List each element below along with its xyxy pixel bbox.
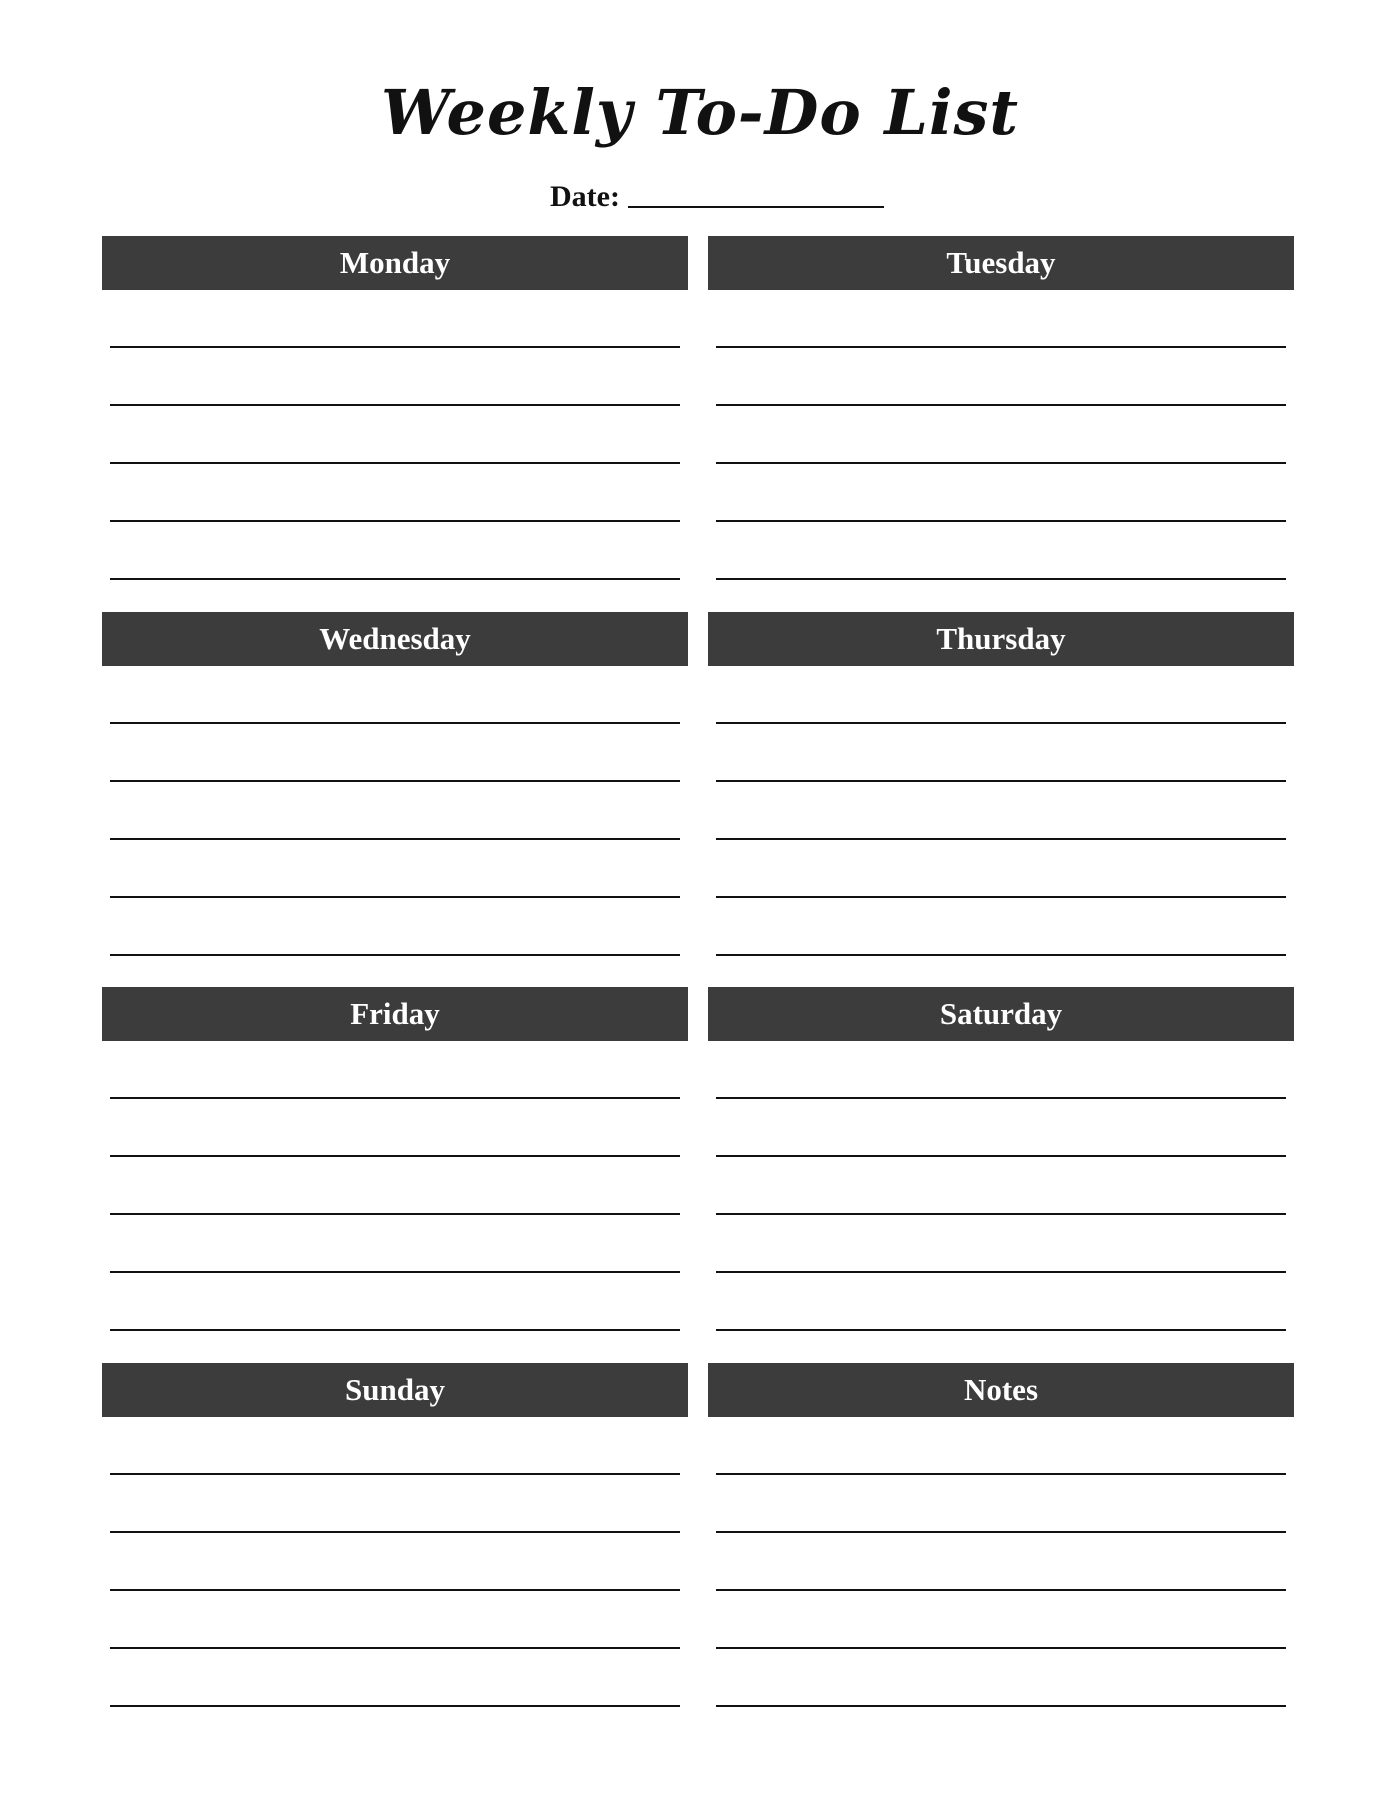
date-write-line[interactable] bbox=[628, 206, 884, 208]
write-line[interactable] bbox=[716, 404, 1286, 406]
write-line[interactable] bbox=[716, 722, 1286, 724]
write-line[interactable] bbox=[110, 1531, 680, 1533]
write-line[interactable] bbox=[110, 1213, 680, 1215]
write-line[interactable] bbox=[716, 520, 1286, 522]
write-line[interactable] bbox=[716, 1647, 1286, 1649]
write-line[interactable] bbox=[716, 462, 1286, 464]
write-line[interactable] bbox=[716, 1155, 1286, 1157]
section-header-tuesday: Tuesday bbox=[708, 236, 1294, 290]
write-line[interactable] bbox=[716, 578, 1286, 580]
write-line[interactable] bbox=[110, 838, 680, 840]
write-line[interactable] bbox=[716, 1705, 1286, 1707]
write-line[interactable] bbox=[110, 1589, 680, 1591]
section-saturday bbox=[708, 987, 1294, 1343]
section-header-wednesday: Wednesday bbox=[102, 612, 688, 666]
write-line[interactable] bbox=[110, 954, 680, 956]
write-line[interactable] bbox=[716, 1589, 1286, 1591]
write-line[interactable] bbox=[110, 404, 680, 406]
write-line[interactable] bbox=[716, 1271, 1286, 1273]
write-line[interactable] bbox=[110, 1647, 680, 1649]
write-line[interactable] bbox=[110, 346, 680, 348]
date-field bbox=[550, 180, 890, 214]
write-line[interactable] bbox=[716, 780, 1286, 782]
page-title: Weekly To-Do List bbox=[380, 76, 1020, 149]
write-line[interactable] bbox=[110, 1155, 680, 1157]
write-line[interactable] bbox=[110, 1097, 680, 1099]
section-header-friday: Friday bbox=[102, 987, 688, 1041]
write-line[interactable] bbox=[716, 1213, 1286, 1215]
section-header-notes: Notes bbox=[708, 1363, 1294, 1417]
write-line[interactable] bbox=[716, 838, 1286, 840]
write-line[interactable] bbox=[110, 1271, 680, 1273]
section-header-saturday: Saturday bbox=[708, 987, 1294, 1041]
section-friday bbox=[102, 987, 688, 1343]
write-line[interactable] bbox=[110, 780, 680, 782]
section-sunday bbox=[102, 1363, 688, 1719]
section-header-monday: Monday bbox=[102, 236, 688, 290]
section-wednesday bbox=[102, 612, 688, 968]
write-line[interactable] bbox=[716, 1531, 1286, 1533]
write-line[interactable] bbox=[110, 896, 680, 898]
write-line[interactable] bbox=[716, 1473, 1286, 1475]
write-line[interactable] bbox=[716, 1097, 1286, 1099]
write-line[interactable] bbox=[716, 1329, 1286, 1331]
write-line[interactable] bbox=[110, 1705, 680, 1707]
write-line[interactable] bbox=[716, 346, 1286, 348]
date-label: Date: bbox=[550, 180, 620, 213]
section-header-sunday: Sunday bbox=[102, 1363, 688, 1417]
section-notes bbox=[708, 1363, 1294, 1719]
write-line[interactable] bbox=[716, 896, 1286, 898]
write-line[interactable] bbox=[110, 520, 680, 522]
write-line[interactable] bbox=[716, 954, 1286, 956]
write-line[interactable] bbox=[110, 1329, 680, 1331]
write-line[interactable] bbox=[110, 462, 680, 464]
section-monday bbox=[102, 236, 688, 592]
write-line[interactable] bbox=[110, 722, 680, 724]
section-tuesday bbox=[708, 236, 1294, 592]
write-line[interactable] bbox=[110, 578, 680, 580]
section-thursday bbox=[708, 612, 1294, 968]
write-line[interactable] bbox=[110, 1473, 680, 1475]
section-header-thursday: Thursday bbox=[708, 612, 1294, 666]
